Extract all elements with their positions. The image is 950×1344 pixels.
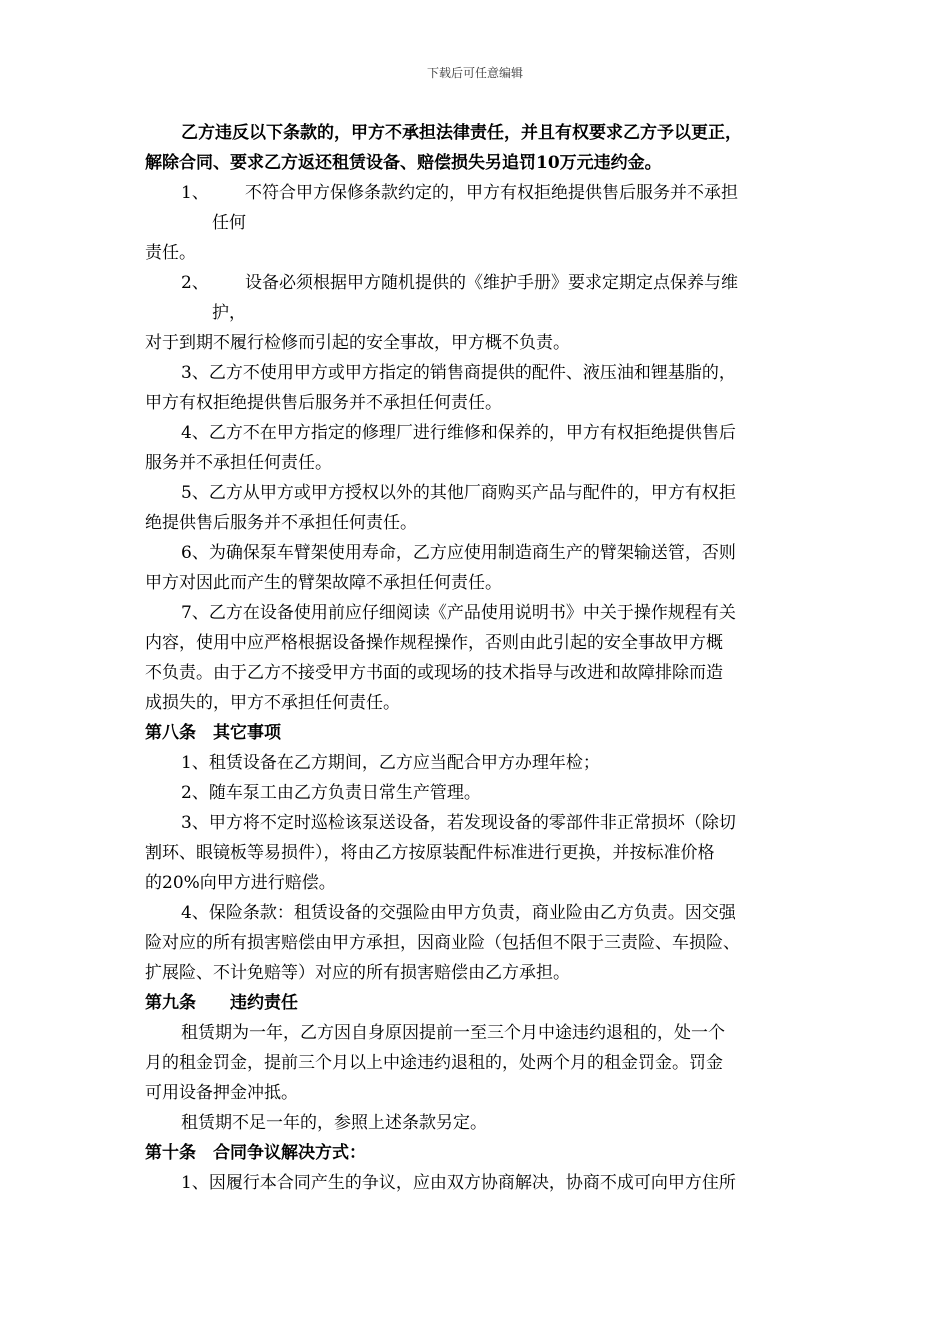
- item-number: 1、: [181, 183, 209, 203]
- paragraph-line: 险对应的所有损害赔偿由甲方承担，因商业险（包括但不限于三责险、车损险、: [145, 933, 740, 953]
- section-heading-article-8: 第八条 其它事项: [145, 723, 281, 743]
- paragraph-line: 2、随车泵工由乙方负责日常生产管理。: [181, 783, 481, 803]
- item-2-wrap: 护，: [212, 303, 246, 323]
- paragraph-line: 7、乙方在设备使用前应仔细阅读《产品使用说明书》中关于操作规程有关: [181, 603, 736, 623]
- paragraph-line: 成损失的，甲方不承担任何责任。: [145, 693, 400, 713]
- paragraph-line: 可用设备押金冲抵。: [145, 1083, 298, 1103]
- item-text: 设备必须根据甲方随机提供的《维护手册》要求定期定点保养与维: [245, 273, 738, 293]
- item-2-line: [145, 268, 825, 298]
- paragraph-line: 3、甲方将不定时巡检该泵送设备，若发现设备的零部件非正常损坏（除切: [181, 813, 736, 833]
- page-header: 下载后可任意编辑: [426, 66, 523, 80]
- paragraph-line: 4、保险条款：租赁设备的交强险由甲方负责，商业险由乙方负责。因交强: [181, 903, 736, 923]
- item-number: 2、: [181, 273, 209, 293]
- paragraph-line: 4、乙方不在甲方指定的修理厂进行维修和保养的，甲方有权拒绝提供售后: [181, 423, 736, 443]
- paragraph-line: 1、租赁设备在乙方期间，乙方应当配合甲方办理年检；: [181, 753, 600, 773]
- paragraph-line: 租赁期不足一年的，参照上述条款另定。: [181, 1113, 487, 1133]
- paragraph-line: 服务并不承担任何责任。: [145, 453, 332, 473]
- item-2-tail: 对于到期不履行检修而引起的安全事故，甲方概不负责。: [145, 333, 570, 353]
- paragraph-line: 甲方对因此而产生的臂架故障不承担任何责任。: [145, 573, 502, 593]
- paragraph-line: 5、乙方从甲方或甲方授权以外的其他厂商购买产品与配件的，甲方有权拒: [181, 483, 736, 503]
- paragraph-line: 月的租金罚金，提前三个月以上中途违约退租的，处两个月的租金罚金。罚金: [145, 1053, 723, 1073]
- paragraph-line: 内容，使用中应严格根据设备操作规程操作，否则由此引起的安全事故甲方概: [145, 633, 723, 653]
- item-1-line: [145, 178, 825, 208]
- paragraph-line: 6、为确保泵车臂架使用寿命，乙方应使用制造商生产的臂架输送管，否则: [181, 543, 736, 563]
- section-heading-article-9: 第九条 违约责任: [145, 993, 298, 1013]
- item-1-tail: 责任。: [145, 243, 196, 263]
- section-heading-article-10: 第十条 合同争议解决方式：: [145, 1143, 366, 1163]
- paragraph-line: 甲方有权拒绝提供售后服务并不承担任何责任。: [145, 393, 502, 413]
- paragraph-line: 的20%向甲方进行赔偿。: [145, 873, 336, 893]
- clause-intro-line-2: 解除合同、要求乙方返还租赁设备、赔偿损失另追罚10万元违约金。: [145, 153, 662, 173]
- paragraph-line: 不负责。由于乙方不接受甲方书面的或现场的技术指导与改进和故障排除而造: [145, 663, 723, 683]
- paragraph-line: 扩展险、不计免赔等）对应的所有损害赔偿由乙方承担。: [145, 963, 570, 983]
- item-1-wrap: 任何: [212, 213, 246, 233]
- paragraph-line: 3、乙方不使用甲方或甲方指定的销售商提供的配件、液压油和锂基脂的，: [181, 363, 736, 383]
- paragraph-line: 割环、眼镜板等易损件），将由乙方按原装配件标准进行更换，并按标准价格: [145, 843, 715, 863]
- paragraph-line: 绝提供售后服务并不承担任何责任。: [145, 513, 417, 533]
- paragraph-line: 1、因履行本合同产生的争议，应由双方协商解决，协商不成可向甲方住所: [181, 1173, 736, 1193]
- clause-intro-line-1: 乙方违反以下条款的，甲方不承担法律责任，并且有权要求乙方予以更正，: [181, 123, 742, 143]
- paragraph-line: 租赁期为一年，乙方因自身原因提前一至三个月中途违约退租的，处一个: [181, 1023, 725, 1043]
- item-text: 不符合甲方保修条款约定的，甲方有权拒绝提供售后服务并不承担: [245, 183, 738, 203]
- document-body: [145, 118, 825, 1198]
